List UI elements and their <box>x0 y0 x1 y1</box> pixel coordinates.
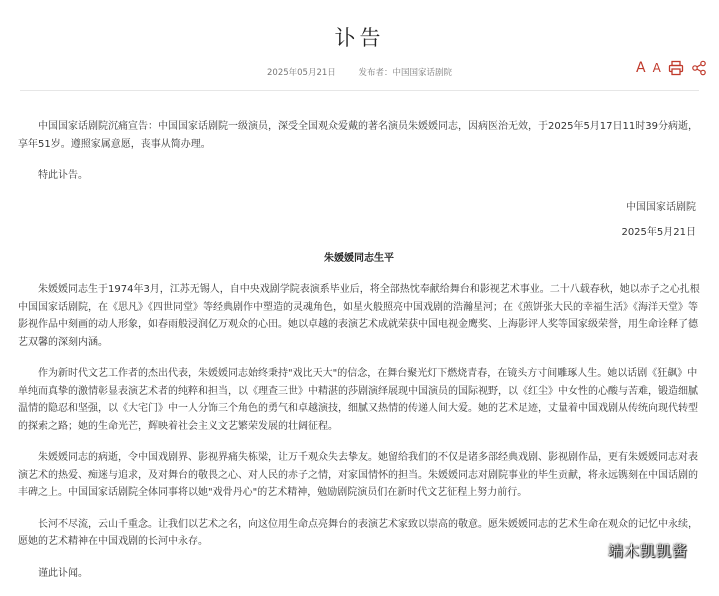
paragraph-biography: 朱媛媛同志生于1974年3月，江苏无锡人，自中央戏剧学院表演系毕业后，将全部热忱奉献给舞台和影视艺术事业。二十八载春秋，她以赤子之心扎根中国国家话剧院，在《思凡》《四世同堂》等经典剧作中塑造的灵魂角色，如星火般照亮中国戏剧的浩瀚星河；在《煎饼张大民的幸福生活》《海洋天堂》等影视作品中刻画的动人形象，如春雨般浸润亿万观众的心田。她以卓越的表演艺术成就荣获中国电视金鹰奖、上海影评人奖等国家级荣誉，用生命诠释了德艺双馨的深刻内涵。 <box>18 284 700 348</box>
header-divider <box>20 90 699 91</box>
watermark: 端木凯凯酱 <box>608 542 689 560</box>
article-toolbar <box>636 58 707 78</box>
article-body <box>18 118 700 596</box>
font-increase-icon[interactable]: A <box>636 60 646 76</box>
paragraph-career: 作为新时代文艺工作者的杰出代表，朱媛媛同志始终秉持"戏比天大"的信念，在舞台聚光灯下燃烧青春，在镜头方寸间雕琢人生。她以话剧《狂飙》中单纯而真挚的激情彰显表演艺术者的纯粹和担当，以《理查三世》中精湛的莎剧演绎展现中国演员的国际视野，以《红尘》中女性的心酸与苦难，锻造细腻温情的隐忍和坚强，以《大宅门》中一人分饰三个角色的勇气和卓越演技，细腻又热情的传递人间大爱。她的艺术足迹，丈量着中国戏剧从传统向现代转型的探索之路；她的生命光芒，辉映着社会主义文艺繁荣发展的壮阔征程。 <box>18 368 698 432</box>
paragraph-legacy: 朱媛媛同志的病逝，令中国戏剧界、影视界痛失栋梁，让万千观众失去挚友。她留给我们的不仅是诸多部经典戏剧、影视剧作品，更有朱媛媛同志对表演艺术的热爱、痴迷与追求，及对舞台的敬畏之心、对人民的赤子之情，对家国情怀的担当。朱媛媛同志对剧院事业的毕生贡献，将永远镌刻在中国话剧的丰碑之上。中国国家话剧院全体同事将以她"戏骨丹心"的艺术精神，勉励剧院演员们在新时代文艺征程上努力前行。 <box>18 452 698 498</box>
paragraph-closing: 特此讣告。 <box>38 170 88 181</box>
font-decrease-icon[interactable]: A <box>652 61 661 75</box>
share-icon[interactable] <box>691 60 707 76</box>
page-title: 讣告 <box>334 26 385 50</box>
paragraph-tribute: 长河不尽流，云山千重念。让我们以艺术之名，向这位用生命点亮舞台的表演艺术家致以崇高的敬意。愿朱媛媛同志的艺术生命在观众的记忆中永续，愿她的艺术精神在中国戏剧的长河中永存。 <box>18 518 698 547</box>
signature-date: 2025年5月21日 <box>621 227 696 238</box>
print-icon[interactable] <box>668 60 684 76</box>
paragraph-final: 谨此讣闻。 <box>38 567 88 579</box>
signature-org: 中国国家话剧院 <box>626 201 696 213</box>
publisher: 发布者：中国国家话剧院 <box>358 68 452 78</box>
publish-date: 2025年05月21日 <box>267 68 336 78</box>
paragraph-announcement: 中国国家话剧院沉痛宣告：中国国家话剧院一级演员，深受全国观众爱戴的著名演员朱媛媛同志，因病医治无效，于2025年5月17日11时39分病逝，享年51岁。遵照家属意愿，丧事从简办理。 <box>18 121 698 150</box>
article-meta <box>0 66 719 78</box>
section-subtitle: 朱媛媛同志生平 <box>324 252 394 264</box>
